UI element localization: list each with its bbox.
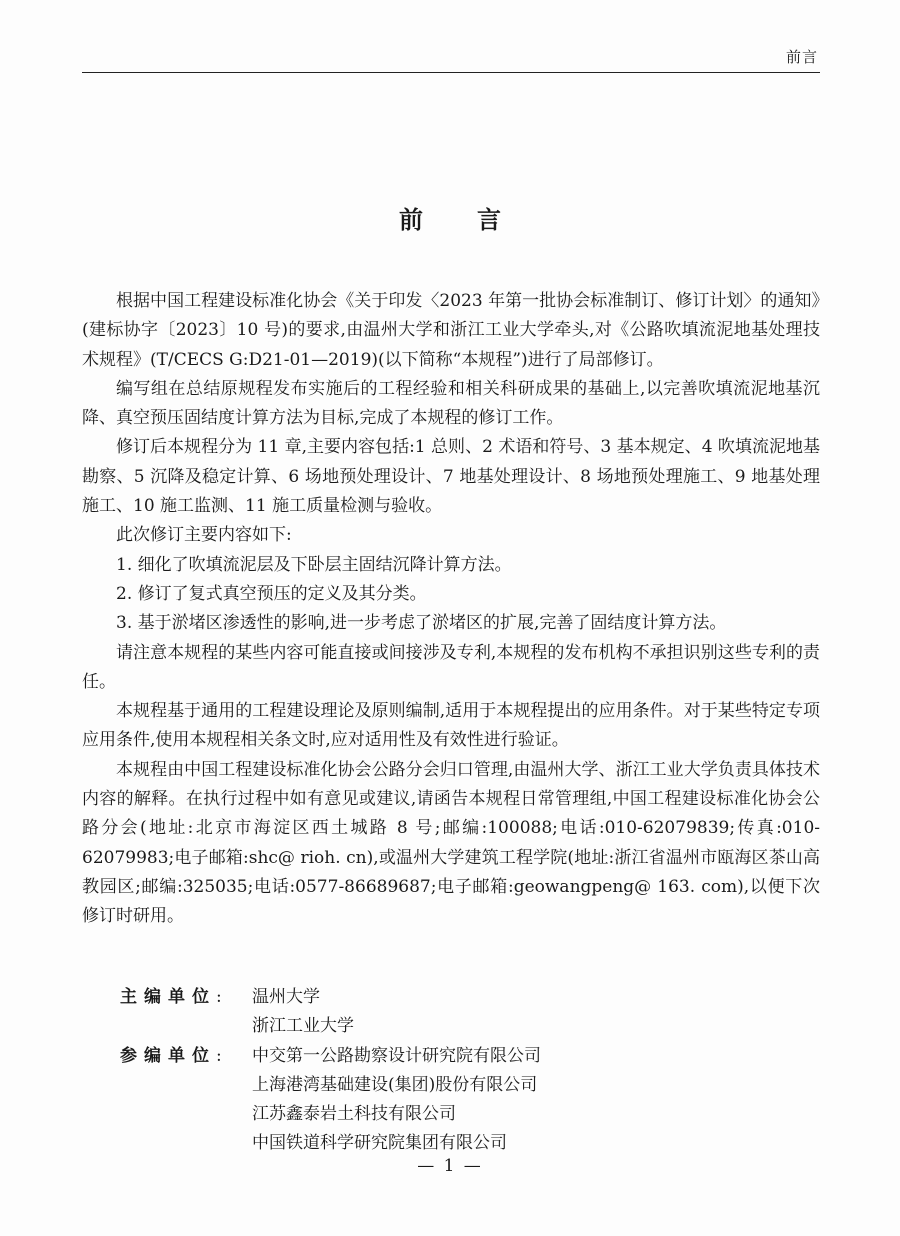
unit-name: 中国铁道科学研究院集团有限公司 — [252, 1133, 507, 1154]
paragraph-revision-goal: 编写组在总结原规程发布实施后的工程经验和相关科研成果的基础上,以完善吹填流泥地基沉降、真空预压固结度计算方法为目标,完成了本规程的修订工作。 — [82, 378, 820, 429]
page-number: — 1 — — [417, 1156, 483, 1176]
participating-colon: : — [216, 1045, 222, 1066]
paragraph-applicability: 本规程基于通用的工程建设理论及原则编制,适用于本规程提出的应用条件。对于某些特定专项应用条件,使用本规程相关条文时,应对适用性及有效性进行验证。 — [82, 701, 820, 751]
running-header: 前言 — [785, 48, 818, 66]
paragraph-change-2: 2. 修订了复式真空预压的定义及其分类。 — [116, 583, 427, 604]
paragraph-revision-basis: 根据中国工程建设标准化协会《关于印发〈2023 年第一批协会标准制订、修订计划〉的通知》(建标协字〔2023〕10 号)的要求,由温州大学和浙江工业大学牵头,对《公路吹填流泥地基处理技术规程》(T/CECS G:D21-01—2019)(以下简称“本规程”)进行了局部修订。 — [82, 291, 820, 370]
unit-name: 江苏鑫泰岩土科技有限公司 — [252, 1104, 456, 1125]
chief-editor-colon: : — [216, 987, 222, 1007]
chief-editor-units — [120, 983, 820, 1042]
unit-name: 浙江工业大学 — [252, 1016, 354, 1037]
page-title: 前言 — [399, 206, 555, 234]
editing-units — [120, 983, 820, 1159]
paragraph-management-contact: 本规程由中国工程建设标准化协会公路分会归口管理,由温州大学、浙江工业大学负责具体技术内容的解释。在执行过程中如有意见或建议,请函告本规程日常管理组,中国工程建设标准化协会公路分会(地址:北京市海淀区西土城路 8 号;邮编:100088;电话:010-62079839;传真:010-62079983;电子邮箱:shc@ rioh. cn),或温州大学建筑工程学院(地址:浙江省温州市瓯海区茶山高教园区;邮编:325035;电话:0577-86689687;电子邮箱:geowangpeng@ 163. com),以便下次修订时研用。 — [82, 759, 820, 927]
unit-name: 温州大学 — [252, 987, 320, 1007]
paragraph-change-1: 1. 细化了吹填流泥层及下卧层主固结沉降计算方法。 — [116, 554, 512, 575]
paragraph-change-3: 3. 基于淤堵区渗透性的影响,进一步考虑了淤堵区的扩展,完善了固结度计算方法。 — [116, 613, 727, 634]
chief-editor-label: 主编单位 — [120, 987, 216, 1007]
participating-label: 参编单位 — [120, 1045, 216, 1066]
preface-body — [82, 287, 820, 932]
unit-name: 上海港湾基础建设(集团)股份有限公司 — [252, 1074, 538, 1095]
participating-units — [120, 1042, 820, 1159]
unit-name: 中交第一公路勘察设计研究院有限公司 — [252, 1045, 541, 1066]
paragraph-patent-notice: 请注意本规程的某些内容可能直接或间接涉及专利,本规程的发布机构不承担识别这些专利的责任。 — [82, 642, 820, 692]
header-rule — [82, 72, 820, 73]
paragraph-chapter-list: 修订后本规程分为 11 章,主要内容包括:1 总则、2 术语和符号、3 基本规定、4 吹填流泥地基勘察、5 沉降及稳定计算、6 场地预处理设计、7 地基处理设计、8 场地预处理施工、9 地基处理施工、10 施工监测、11 施工质量检测与验收。 — [82, 437, 820, 517]
paragraph-changes-intro: 此次修订主要内容如下: — [116, 525, 292, 546]
